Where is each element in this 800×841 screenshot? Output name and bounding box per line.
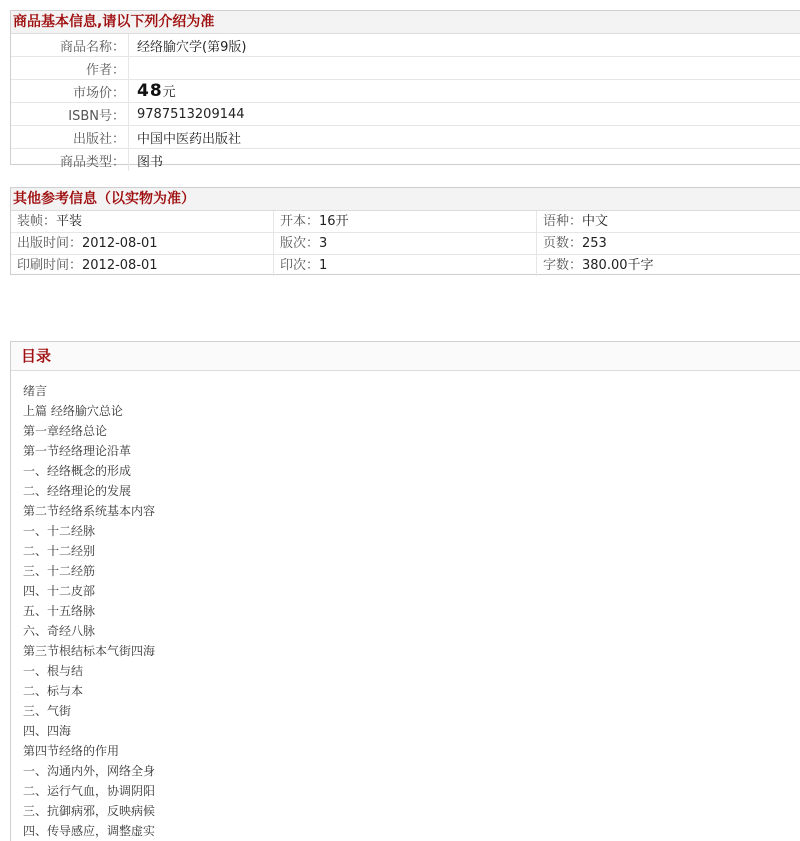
info-row-type <box>11 149 800 171</box>
info-row-publisher <box>11 126 800 149</box>
cell-key: 印刷时间： <box>17 258 83 273</box>
toc-item: 六、奇经八脉 <box>23 624 96 638</box>
toc-item: 三、抗御病邪，反映病候 <box>23 804 156 818</box>
other-info-panel <box>10 187 800 275</box>
cell-key: 出版时间： <box>17 236 83 251</box>
info-row-author <box>11 57 800 80</box>
toc-item: 四、传导感应，调整虚实 <box>23 824 156 838</box>
other-info-title: 其他参考信息（以实物为准） <box>11 188 800 211</box>
label-isbn: ISBN号： <box>68 108 125 124</box>
cell-value: 380.00千字 <box>582 258 654 273</box>
price-unit: 元 <box>162 85 176 100</box>
toc-item: 二、运行气血，协调阴阳 <box>23 784 156 798</box>
value-price <box>129 81 176 101</box>
toc-item: 五、十五络脉 <box>23 604 96 618</box>
label-publisher: 出版社： <box>72 131 125 147</box>
basic-info-panel <box>10 10 800 170</box>
other-cell-edition <box>274 233 537 254</box>
cell-value: 16开 <box>319 214 349 229</box>
divider <box>128 57 129 79</box>
toc-item: 二、十二经别 <box>23 544 96 558</box>
info-row-name <box>11 34 800 57</box>
toc-item: 第一节经络理论沿革 <box>23 444 132 458</box>
cell-value: 1 <box>319 258 328 273</box>
toc-item: 二、标与本 <box>23 684 84 698</box>
cell-key: 字数： <box>543 258 583 273</box>
cell-value: 平装 <box>56 214 83 229</box>
other-cell-language <box>537 211 800 232</box>
cell-value: 2012-08-01 <box>82 236 158 251</box>
value-product-name: 经络腧穴学(第9版) <box>137 39 247 55</box>
toc-list <box>11 371 800 841</box>
toc-item: 第四节经络的作用 <box>23 744 120 758</box>
value-product-type: 图书 <box>137 154 164 170</box>
cell-key: 装帧： <box>17 214 57 229</box>
toc-item: 上篇 经络腧穴总论 <box>23 404 123 418</box>
toc-item: 三、气街 <box>23 704 72 718</box>
other-cell-word-count <box>537 255 800 276</box>
toc-item: 一、十二经脉 <box>23 524 96 538</box>
toc-item: 三、十二经筋 <box>23 564 96 578</box>
cell-key: 印次： <box>280 258 320 273</box>
cell-value: 3 <box>319 236 328 251</box>
cell-value: 2012-08-01 <box>82 258 158 273</box>
value-publisher: 中国中医药出版社 <box>137 131 242 147</box>
other-cell-binding <box>11 211 274 232</box>
price-number: 48 <box>137 81 163 101</box>
toc-title: 目录 <box>11 342 800 371</box>
cell-key: 页数： <box>543 236 583 251</box>
label-product-type: 商品类型： <box>59 154 125 170</box>
toc-item: 绪言 <box>23 384 48 398</box>
toc-item: 第三节根结标本气街四海 <box>23 644 156 658</box>
label-product-name: 商品名称： <box>59 39 125 55</box>
toc-item: 二、经络理论的发展 <box>23 484 132 498</box>
toc-panel <box>10 341 800 841</box>
other-cell-pages <box>537 233 800 254</box>
info-row-price <box>11 80 800 103</box>
other-cell-pub-date <box>11 233 274 254</box>
label-price: 市场价： <box>72 85 125 101</box>
toc-item: 一、沟通内外，网络全身 <box>23 764 156 778</box>
basic-info-title: 商品基本信息,请以下列介绍为准 <box>11 11 800 34</box>
info-row-isbn <box>11 103 800 126</box>
other-cell-print-date <box>11 255 274 276</box>
toc-item: 四、四海 <box>23 724 72 738</box>
cell-key: 开本： <box>280 214 320 229</box>
value-isbn: 9787513209144 <box>137 106 245 122</box>
cell-key: 版次： <box>280 236 320 251</box>
toc-item: 第一章经络总论 <box>23 424 108 438</box>
cell-value: 中文 <box>582 214 609 229</box>
cell-key: 语种： <box>543 214 583 229</box>
toc-item: 四、十二皮部 <box>23 584 96 598</box>
other-row <box>11 233 800 255</box>
label-author: 作者： <box>85 62 125 78</box>
toc-item: 一、根与结 <box>23 664 84 678</box>
other-row <box>11 255 800 276</box>
cell-value: 253 <box>582 236 607 251</box>
toc-item: 第二节经络系统基本内容 <box>23 504 156 518</box>
other-cell-format <box>274 211 537 232</box>
toc-item: 一、经络概念的形成 <box>23 464 132 478</box>
other-row <box>11 211 800 233</box>
other-cell-printing <box>274 255 537 276</box>
